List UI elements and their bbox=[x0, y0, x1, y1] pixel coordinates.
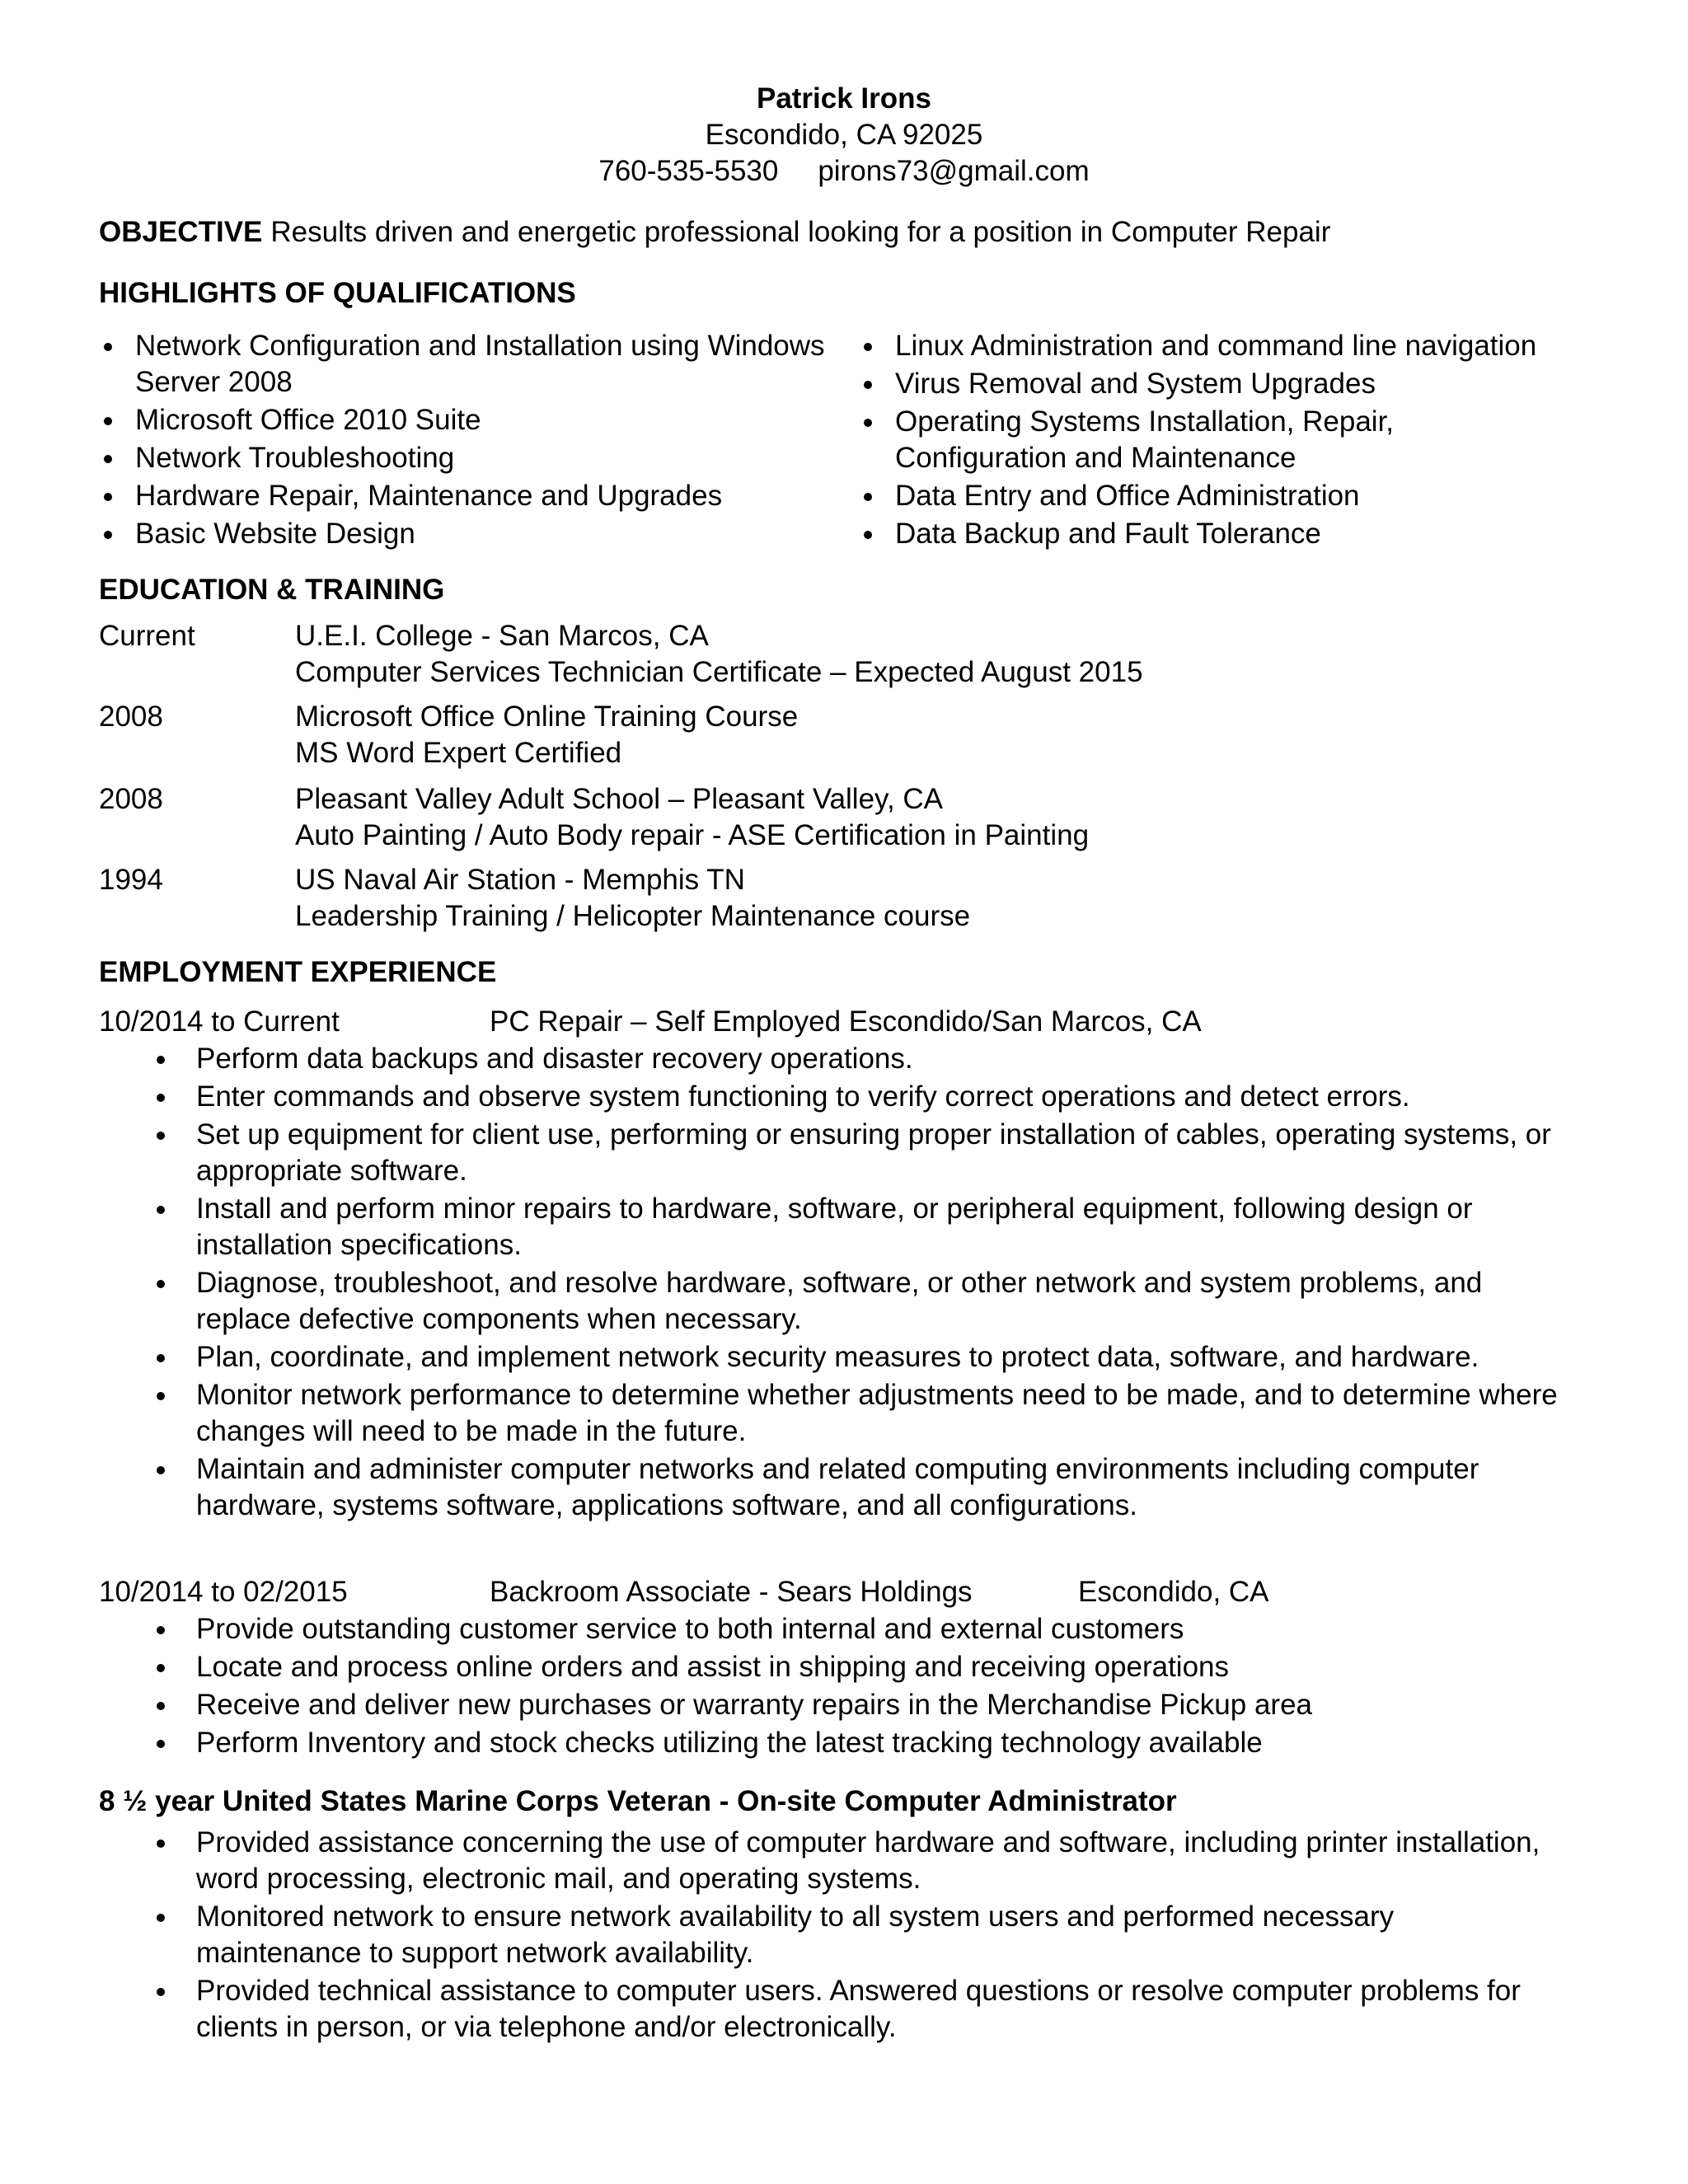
job-title: Backroom Associate - Sears Holdings bbox=[490, 1576, 973, 1608]
education-school: U.E.I. College - San Marcos, CA bbox=[295, 620, 709, 652]
list-item: Perform Inventory and stock checks utilizing the latest tracking technology available bbox=[157, 1725, 1558, 1761]
job-duties-list bbox=[157, 1041, 1558, 1526]
job-dates: 10/2014 to Current bbox=[99, 1005, 340, 1038]
education-program: Auto Painting / Auto Body repair - ASE Certification in Painting bbox=[295, 819, 1090, 851]
job-location: Escondido, CA bbox=[1078, 1576, 1269, 1608]
education-school: US Naval Air Station - Memphis TN bbox=[295, 864, 745, 896]
education-year: 2008 bbox=[99, 783, 163, 815]
list-item: Network Troubleshooting bbox=[99, 440, 841, 476]
list-item: Provide outstanding customer service to both internal and external customers bbox=[157, 1611, 1558, 1647]
list-item: Plan, coordinate, and implement network security measures to protect data, software, and hardware. bbox=[157, 1339, 1558, 1376]
qualifications-list-left bbox=[99, 328, 841, 554]
education-school: Microsoft Office Online Training Course bbox=[295, 701, 799, 733]
job-duties-list bbox=[157, 1611, 1558, 1763]
education-program: Leadership Training / Helicopter Maintenance course bbox=[295, 900, 971, 932]
list-item: Network Configuration and Installation using Windows Server 2008 bbox=[99, 328, 841, 401]
objective-label: OBJECTIVE bbox=[99, 216, 263, 248]
list-item: Data Entry and Office Administration bbox=[859, 478, 1650, 514]
resume-header bbox=[0, 81, 1688, 190]
veteran-heading: 8 ½ year United States Marine Corps Veteran - On-site Computer Administrator bbox=[99, 1785, 1177, 1817]
employment-heading: EMPLOYMENT EXPERIENCE bbox=[99, 956, 497, 988]
list-item: Provided technical assistance to computer users. Answered questions or resolve computer problems for clients in person, or via telephone and/or electronically. bbox=[157, 1973, 1558, 2046]
job-duties-list bbox=[157, 1825, 1558, 2047]
applicant-phone: 760-535-5530 bbox=[598, 155, 779, 187]
list-item: Perform data backups and disaster recovery operations. bbox=[157, 1041, 1558, 1077]
list-item: Hardware Repair, Maintenance and Upgrades bbox=[99, 478, 841, 514]
education-year: 2008 bbox=[99, 701, 163, 733]
education-year: Current bbox=[99, 620, 195, 652]
list-item: Virus Removal and System Upgrades bbox=[859, 366, 1650, 402]
list-item: Locate and process online orders and assist in shipping and receiving operations bbox=[157, 1649, 1558, 1685]
qualifications-list-right bbox=[859, 328, 1650, 554]
list-item: Microsoft Office 2010 Suite bbox=[99, 402, 841, 438]
qualifications-heading: HIGHLIGHTS OF QUALIFICATIONS bbox=[99, 277, 576, 309]
list-item: Monitor network performance to determine whether adjustments need to be made, and to determine where changes will need to be made in the future. bbox=[157, 1377, 1558, 1450]
objective-text: Results driven and energetic professional looking for a position in Computer Repair bbox=[270, 216, 1331, 248]
applicant-address: Escondido, CA 92025 bbox=[705, 119, 983, 151]
job-dates: 10/2014 to 02/2015 bbox=[99, 1576, 348, 1608]
education-program: MS Word Expert Certified bbox=[295, 737, 622, 769]
applicant-name: Patrick Irons bbox=[756, 82, 932, 115]
list-item: Operating Systems Installation, Repair, Configuration and Maintenance bbox=[859, 404, 1472, 476]
list-item: Maintain and administer computer networks and related computing environments including computer hardware, systems software, applications software, and all configurations. bbox=[157, 1451, 1558, 1524]
list-item: Enter commands and observe system functioning to verify correct operations and detect errors. bbox=[157, 1079, 1558, 1115]
list-item: Basic Website Design bbox=[99, 516, 841, 552]
list-item: Set up equipment for client use, performing or ensuring proper installation of cables, operating systems, or appropriate software. bbox=[157, 1117, 1558, 1189]
education-school: Pleasant Valley Adult School – Pleasant Valley, CA bbox=[295, 783, 944, 815]
list-item: Receive and deliver new purchases or warranty repairs in the Merchandise Pickup area bbox=[157, 1687, 1558, 1723]
objective-section bbox=[99, 214, 1632, 251]
list-item: Monitored network to ensure network availability to all system users and performed necessary maintenance to support network availability. bbox=[157, 1899, 1558, 1971]
list-item: Provided assistance concerning the use of computer hardware and software, including printer installation, word processing, electronic mail, and operating systems. bbox=[157, 1825, 1558, 1897]
job-title: PC Repair – Self Employed Escondido/San Marcos, CA bbox=[490, 1005, 1202, 1038]
list-item: Install and perform minor repairs to hardware, software, or peripheral equipment, following design or installation specifications. bbox=[157, 1191, 1558, 1263]
list-item: Linux Administration and command line navigation bbox=[859, 328, 1650, 364]
applicant-email: pirons73@gmail.com bbox=[818, 155, 1090, 187]
list-item: Diagnose, troubleshoot, and resolve hardware, software, or other network and system problems, and replace defective components when necessary. bbox=[157, 1265, 1558, 1338]
contact-line bbox=[0, 153, 1688, 190]
education-program: Computer Services Technician Certificate – Expected August 2015 bbox=[295, 656, 1143, 688]
education-heading: EDUCATION & TRAINING bbox=[99, 574, 445, 606]
list-item: Data Backup and Fault Tolerance bbox=[859, 516, 1650, 552]
education-year: 1994 bbox=[99, 864, 163, 896]
